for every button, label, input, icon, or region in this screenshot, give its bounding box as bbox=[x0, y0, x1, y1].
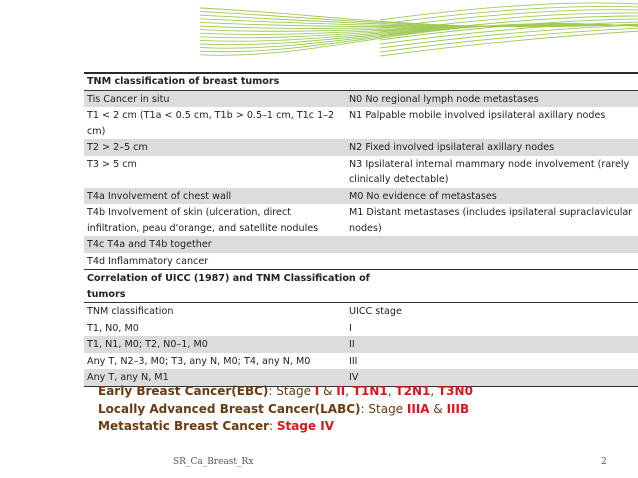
stage-summary bbox=[98, 383, 473, 436]
labc-stage-1: IIIA bbox=[406, 401, 430, 416]
tnm-row-left: T2 > 2–5 cm bbox=[84, 139, 346, 156]
tnm-row-right bbox=[346, 236, 638, 253]
ebc-tnm-1: T1N1 bbox=[352, 384, 388, 398]
tnm-row bbox=[84, 253, 638, 270]
mbc-line: Metastatic Breast Cancer: Stage IV bbox=[98, 419, 335, 433]
correlation-row bbox=[84, 320, 638, 337]
ebc-label: Early Breast Cancer(EBC) bbox=[98, 384, 269, 398]
tnm-row-right: M1 Distant metastases (includes ipsilateral supraclavicular nodes) bbox=[349, 207, 633, 234]
correlation-row-right: III bbox=[349, 355, 358, 367]
labc-stage-2: IIIB bbox=[446, 401, 470, 416]
ebc-stage-1: I bbox=[314, 384, 320, 398]
mbc-stage: Stage IV bbox=[276, 419, 335, 433]
tnm-row-left: T4b Involvement of skin (ulceration, direct infiltration, peau d'orange, and satellite nodules bbox=[87, 207, 319, 234]
tnm-row-left: T3 > 5 cm bbox=[87, 158, 137, 170]
tnm-row-left: T4d Inflammatory cancer bbox=[87, 255, 209, 267]
correlation-row-left: T1, N0, M0 bbox=[87, 322, 139, 334]
tnm-row bbox=[84, 90, 638, 107]
tnm-row bbox=[84, 107, 638, 139]
tnm-row-right bbox=[346, 253, 638, 270]
decorative-line bbox=[380, 3, 638, 20]
tnm-row-left: Tis Cancer in situ bbox=[84, 90, 346, 107]
tnm-row bbox=[84, 236, 638, 253]
labc-line: Locally Advanced Breast Cancer(LABC): Stage IIIA & IIIB bbox=[98, 401, 470, 416]
tnm-row bbox=[84, 188, 638, 205]
tnm-row-left: T4c T4a and T4b together bbox=[84, 236, 346, 253]
ebc-tnm-3: T3N0 bbox=[437, 384, 473, 398]
ebc-tnm-2: T2N1 bbox=[395, 384, 431, 398]
correlation-row-left: Any T, any N, M1 bbox=[84, 369, 346, 386]
correlation-header-row bbox=[84, 303, 638, 320]
tnm-classification-table bbox=[84, 73, 638, 387]
ebc-stage-2: II bbox=[336, 384, 346, 398]
tnm-row bbox=[84, 204, 638, 236]
table-title: TNM classification of breast tumors bbox=[84, 73, 638, 90]
correlation-row-right: II bbox=[346, 336, 638, 353]
tnm-row-left: T1 < 2 cm (T1a < 0.5 cm, T1b > 0.5–1 cm, T1c 1–2 cm) bbox=[87, 110, 335, 137]
tnm-row-right: N1 Palpable mobile involved ipsilateral axillary nodes bbox=[349, 110, 606, 121]
correlation-row-right: IV bbox=[346, 369, 638, 386]
section-title-row bbox=[84, 270, 638, 303]
section-title: Correlation of UICC (1987) and TNM Classification of tumors bbox=[84, 270, 638, 303]
tnm-row-left: T4a Involvement of chest wall bbox=[84, 188, 346, 205]
page-number: 2 bbox=[601, 457, 607, 467]
ebc-line: Early Breast Cancer(EBC): Stage I & II, T1N1, T2N1, T3N0 bbox=[98, 384, 473, 398]
correlation-header-row-left: TNM classification bbox=[87, 306, 174, 317]
footer-text: SR_Ca_Breast_Rx bbox=[173, 457, 254, 467]
tnm-row-right: N2 Fixed involved ipsilateral axillary nodes bbox=[346, 139, 638, 156]
correlation-row bbox=[84, 336, 638, 353]
tnm-row-right: N3 Ipsilateral internal mammary node involvement (rarely clinically detectable) bbox=[349, 158, 630, 185]
correlation-row-left: T1, N1, M0; T2, N0–1, M0 bbox=[84, 336, 346, 353]
mbc-label: Metastatic Breast Cancer bbox=[98, 419, 270, 433]
correlation-header-row-right: UICC stage bbox=[349, 306, 402, 317]
correlation-row-right: I bbox=[349, 322, 352, 334]
tnm-row-right: M0 No evidence of metastases bbox=[346, 188, 638, 205]
tnm-row bbox=[84, 156, 638, 188]
decorative-header-lines bbox=[0, 0, 638, 70]
correlation-row bbox=[84, 353, 638, 370]
tnm-row bbox=[84, 139, 638, 156]
tnm-row-right: N0 No regional lymph node metastases bbox=[346, 90, 638, 107]
table-title-row bbox=[84, 73, 638, 90]
labc-label: Locally Advanced Breast Cancer(LABC) bbox=[98, 401, 361, 416]
correlation-row-left: Any T, N2–3, M0; T3, any N, M0; T4, any N, M0 bbox=[87, 355, 311, 367]
